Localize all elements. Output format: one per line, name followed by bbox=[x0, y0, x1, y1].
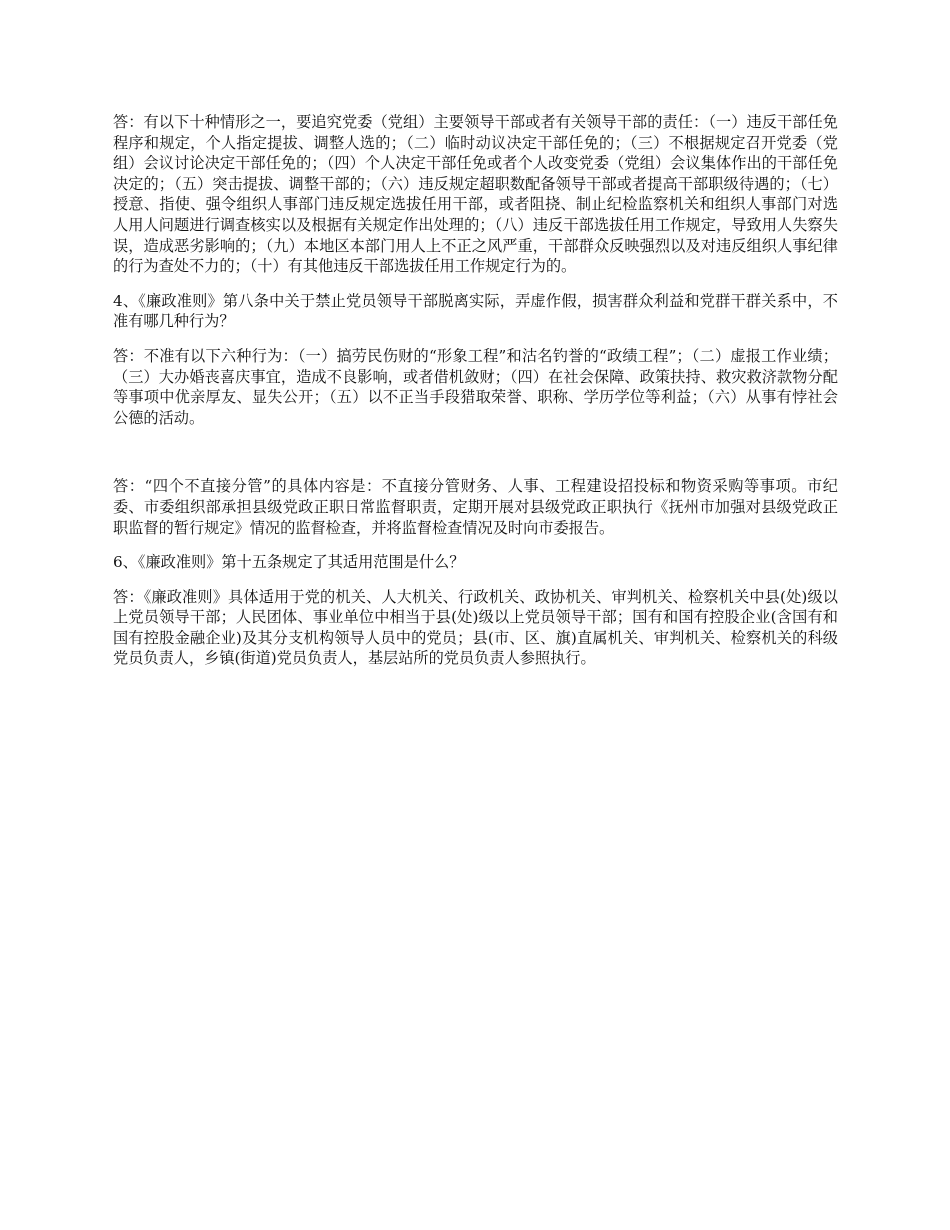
answer-paragraph-6: 答：《廉政准则》具体适用于党的机关、人大机关、行政机关、政协机关、审判机关、检察机关中县(处)级以上党员领导干部；人民团体、事业单位中相当于县(处)级以上党员领导干部；国有和国有控股企业(含国有和国有控股金融企业)及其分支机构领导人员中的党员；县(市、区、旗)直属机关、审判机关、检察机关的科级党员负责人，乡镇(街道)党员负责人，基层站所的党员负责人参照执行。 bbox=[113, 587, 838, 668]
question-6: 6、《廉政准则》第十五条规定了其适用范围是什么？ bbox=[113, 553, 465, 572]
document-page bbox=[113, 112, 838, 683]
blank-gap bbox=[113, 442, 838, 476]
answer-paragraph-4: 答：不准有以下六种行为：（一）搞劳民伤财的“形象工程”和沽名钓誉的“政绩工程”；（二）虚报工作业绩；（三）大办婚丧喜庆事宜，造成不良影响，或者借机敛财；（四）在社会保障、政策扶持、救灾救济款物分配等事项中优亲厚友、显失公开；（五）以不正当手段猎取荣誉、职称、学历学位等利益；（六）从事有悖社会公德的活动。 bbox=[113, 346, 838, 427]
question-4: 4、《廉政准则》第八条中关于禁止党员领导干部脱离实际，弄虚作假，损害群众利益和党群干群关系中，不准有哪几种行为？ bbox=[113, 291, 838, 331]
answer-paragraph-5: 答：“四个不直接分管”的具体内容是：不直接分管财务、人事、工程建设招投标和物资采购等事项。市纪委、市委组织部承担县级党政正职日常监督职责，定期开展对县级党政正职执行《抚州市加强对县级党政正职监督的暂行规定》情况的监督检查，并将监督检查情况及时向市委报告。 bbox=[113, 477, 838, 537]
answer-paragraph-3: 答：有以下十种情形之一，要追究党委（党组）主要领导干部或者有关领导干部的责任：（一）违反干部任免程序和规定，个人指定提拔、调整人选的；（二）临时动议决定干部任免的；（三）不根据规定召开党委（党组）会议讨论决定干部任免的；（四）个人决定干部任免或者个人改变党委（党组）会议集体作出的干部任免决定的；（五）突击提拔、调整干部的；（六）违反规定超职数配备领导干部或者提高干部职级待遇的；（七）授意、指使、强令组织人事部门违反规定选拔任用干部，或者阻挠、制止纪检监察机关和组织人事部门对选人用人问题进行调查核实以及根据有关规定作出处理的；（八）违反干部选拔任用工作规定，导致用人失察失误，造成恶劣影响的；（九）本地区本部门用人上不正之风严重，干部群众反映强烈以及对违反组织人事纪律的行为查处不力的；（十）有其他违反干部选拔任用工作规定行为的。 bbox=[113, 113, 838, 276]
